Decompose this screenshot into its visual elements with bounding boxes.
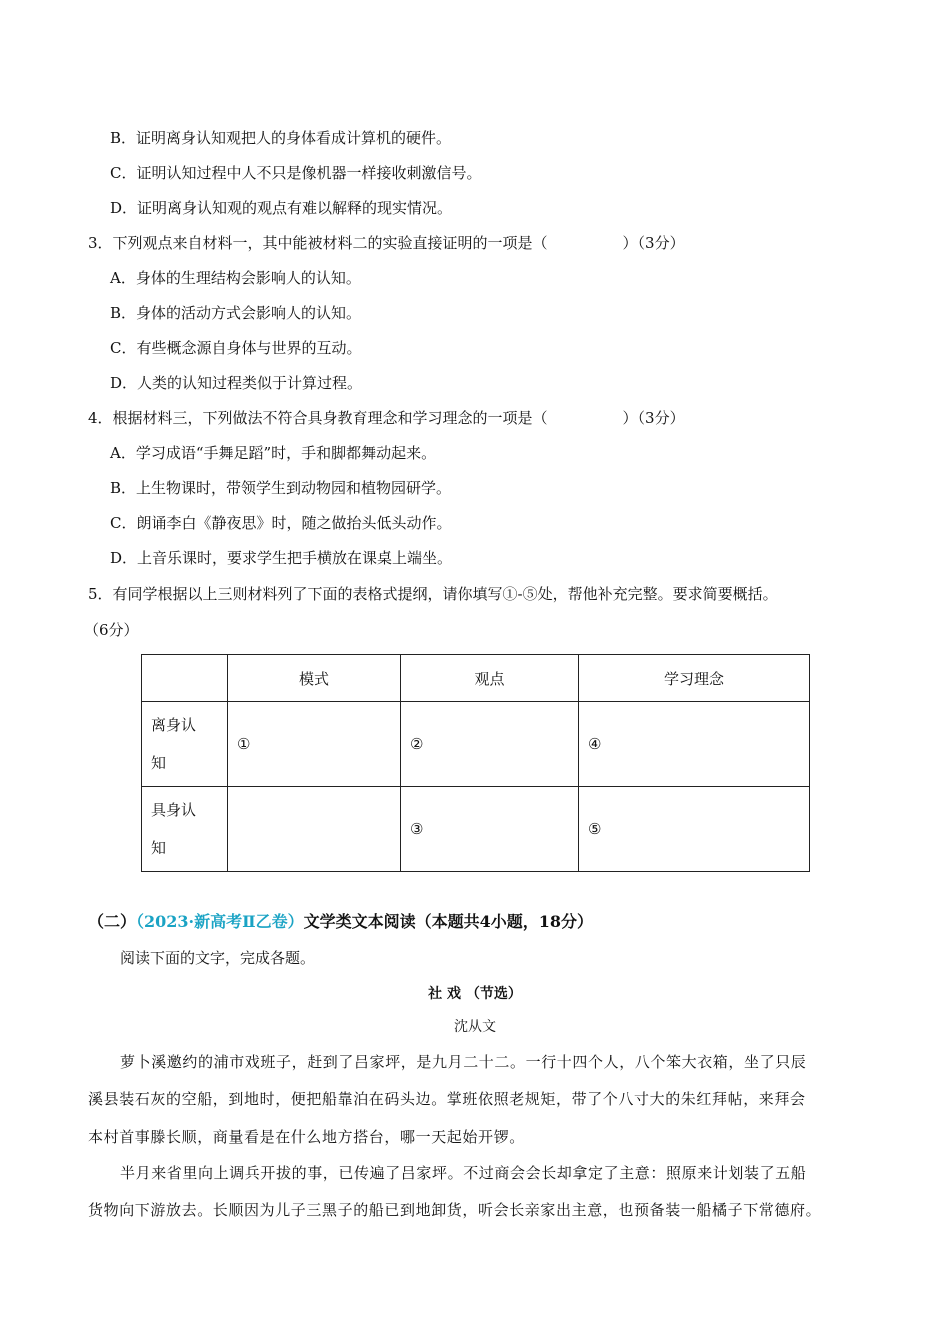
q3-stem-text: 3．下列观点来自材料一，其中能被材料二的实验直接证明的一项是（ [88, 234, 548, 252]
outline-table [141, 654, 810, 872]
reading-instruction: 阅读下面的文字，完成各题。 [120, 949, 316, 967]
q5-stem: 5．有同学根据以上三则材料列了下面的表格式提纲，请你填写①-⑤处，帮他补充完整。要求简要概括。 [88, 585, 778, 603]
section-heading [88, 912, 593, 932]
story-title: 社 戏 （节选） [428, 986, 522, 1002]
table-row [142, 702, 810, 787]
paragraph-2-line-1: 半月来省里向上调兵开拔的事，已传遍了吕家坪。不过商会会长却拿定了主意：照原来计划装了五船 [120, 1164, 807, 1182]
table-header-viewpoint: 观点 [401, 655, 579, 702]
empty-cell [228, 787, 401, 872]
story-author: 沈从文 [454, 1019, 496, 1035]
q2-option-d: D．证明离身认知观的观点有难以解释的现实情况。 [110, 199, 453, 217]
q3-option-d: D．人类的认知过程类似于计算过程。 [110, 374, 363, 392]
section-number: （二） [88, 912, 137, 931]
q5-score: （6分） [84, 621, 139, 639]
row-label-line: 具身认 [151, 801, 197, 819]
q4-stem [88, 408, 685, 428]
paragraph-1-line-3: 本村首事滕长顺，商量看是在什么地方搭台，哪一天起始开锣。 [88, 1128, 525, 1146]
table-header-learning-concept: 学习理念 [579, 655, 810, 702]
q4-option-a: A．学习成语“手舞足蹈”时，手和脚都舞动起来。 [110, 444, 437, 462]
row-label-disembodied [142, 702, 228, 787]
q4-stem-text: 4．根据材料三，下列做法不符合具身教育理念和学习理念的一项是（ [88, 409, 548, 427]
q4-option-b: B．上生物课时，带领学生到动物园和植物园研学。 [110, 479, 452, 497]
table-header-row [142, 655, 810, 702]
table-row [142, 787, 810, 872]
q4-score: ）（3分） [622, 409, 685, 427]
section-source: （2023·新高考Ⅱ乙卷） [136, 912, 304, 931]
row-label-line: 离身认 [151, 716, 197, 734]
q3-score: ）（3分） [622, 234, 685, 252]
paragraph-1-line-1: 萝卜溪邀约的浦市戏班子，赶到了吕家坪，是九月二十二。一行十四个人，八个笨大衣箱，坐了只辰 [120, 1053, 807, 1071]
blank-cell-2: ② [401, 702, 579, 787]
q3-option-b: B．身体的活动方式会影响人的认知。 [110, 304, 362, 322]
row-label-line: 知 [151, 754, 167, 772]
blank-cell-3: ③ [401, 787, 579, 872]
paragraph-2-line-2: 货物向下游放去。长顺因为儿子三黑子的船已到地卸货，听会长亲家出主意，也预备装一船橘子下常德府。 [88, 1201, 822, 1219]
q3-option-a: A．身体的生理结构会影响人的认知。 [110, 269, 361, 287]
section-title: 文学类文本阅读（本题共4小题，18分） [303, 912, 594, 931]
q2-option-b: B．证明离身认知观把人的身体看成计算机的硬件。 [110, 129, 452, 147]
q2-option-c: C．证明认知过程中人不只是像机器一样接收刺激信号。 [110, 164, 482, 182]
table-header-empty [142, 655, 228, 702]
q4-option-d: D．上音乐课时，要求学生把手横放在课桌上端坐。 [110, 549, 453, 567]
q3-option-c: C．有些概念源自身体与世界的互动。 [110, 339, 362, 357]
row-label-line: 知 [151, 839, 167, 857]
blank-cell-5: ⑤ [579, 787, 810, 872]
blank-cell-1: ① [228, 702, 401, 787]
paragraph-1-line-2: 溪县装石灰的空船，到地时，便把船靠泊在码头边。掌班依照老规矩，带了个八寸大的朱红拜帖，来拜会 [88, 1090, 806, 1108]
blank-cell-4: ④ [579, 702, 810, 787]
row-label-embodied [142, 787, 228, 872]
q3-stem [88, 233, 685, 253]
table-header-mode: 模式 [228, 655, 401, 702]
q4-option-c: C．朗诵李白《静夜思》时，随之做抬头低头动作。 [110, 514, 452, 532]
